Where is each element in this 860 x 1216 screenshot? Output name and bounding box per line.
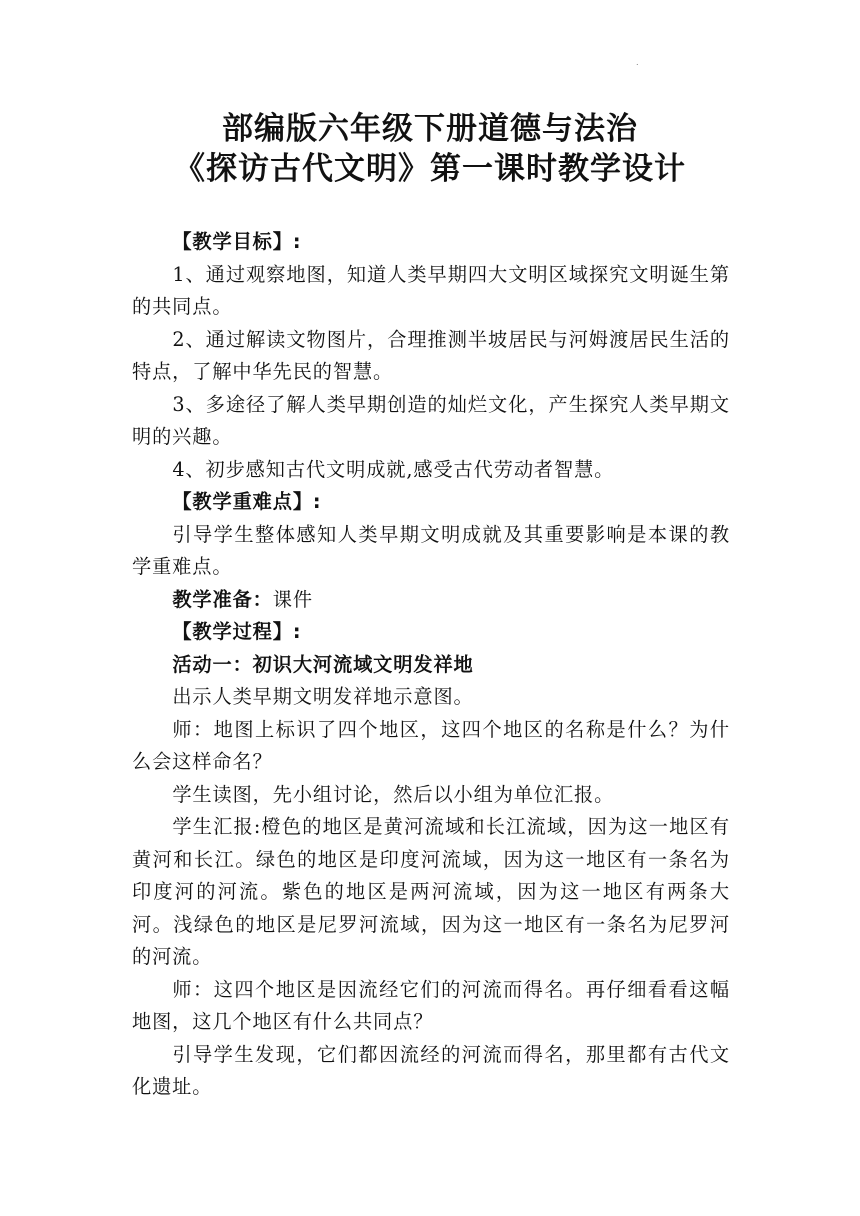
objective-item-3: 3、多途径了解人类早期创造的灿烂文化，产生探究人类早期文明的兴趣。 <box>132 392 730 448</box>
preparation-label: 教学准备： <box>172 587 273 611</box>
header-mark: . <box>636 58 639 67</box>
objective-item-4: 4、初步感知古代文明成就,感受古代劳动者智慧。 <box>172 457 615 481</box>
process-heading: 【教学过程】: <box>172 620 302 643</box>
activity-1-title: 活动一：初识大河流域文明发祥地 <box>172 652 474 676</box>
process-paragraph: 引导学生发现，它们都因流经的河流而得名，那里都有古代文化遗址。 <box>132 1042 730 1098</box>
objective-item-2: 2、通过解读文物图片，合理推测半坡居民与河姆渡居民生活的特点，了解中华先民的智慧。 <box>132 327 730 383</box>
objective-item-1: 1、通过观察地图，知道人类早期四大文明区域探究文明诞生第的共同点。 <box>132 262 730 318</box>
document-body <box>132 226 730 1104</box>
key-points-heading: 【教学重难点】: <box>172 490 322 513</box>
preparation-value: 课件 <box>272 587 313 611</box>
process-paragraph: 学生汇报:橙色的地区是黄河流域和长江流域，因为这一地区有黄河和长江。绿色的地区是印度河流域，因为这一地区有一条名为印度河的河流。紫色的地区是两河流域，因为这一地区有两条大河。浅绿色的地区是尼罗河流域，因为这一地区有一条名为尼罗河的河流。 <box>132 815 730 968</box>
document-title-line-1: 部编版六年级下册道德与法治 <box>222 111 638 147</box>
process-paragraph: 师：这四个地区是因流经它们的河流而得名。再仔细看看这幅地图，这几个地区有什么共同点？ <box>132 977 730 1033</box>
process-paragraph: 出示人类早期文明发祥地示意图。 <box>172 685 474 708</box>
preparation-line <box>132 584 730 617</box>
key-points-text: 引导学生整体感知人类早期文明成就及其重要影响是本课的教学重难点。 <box>132 522 730 578</box>
objectives-heading: 【教学目标】: <box>172 230 302 253</box>
process-paragraph: 师：地图上标识了四个地区，这四个地区的名称是什么？为什么会这样命名？ <box>132 717 730 773</box>
process-paragraph: 学生读图，先小组讨论，然后以小组为单位汇报。 <box>172 782 615 806</box>
document-title-line-2: 《探访古代文明》第一课时教学设计 <box>174 151 686 187</box>
